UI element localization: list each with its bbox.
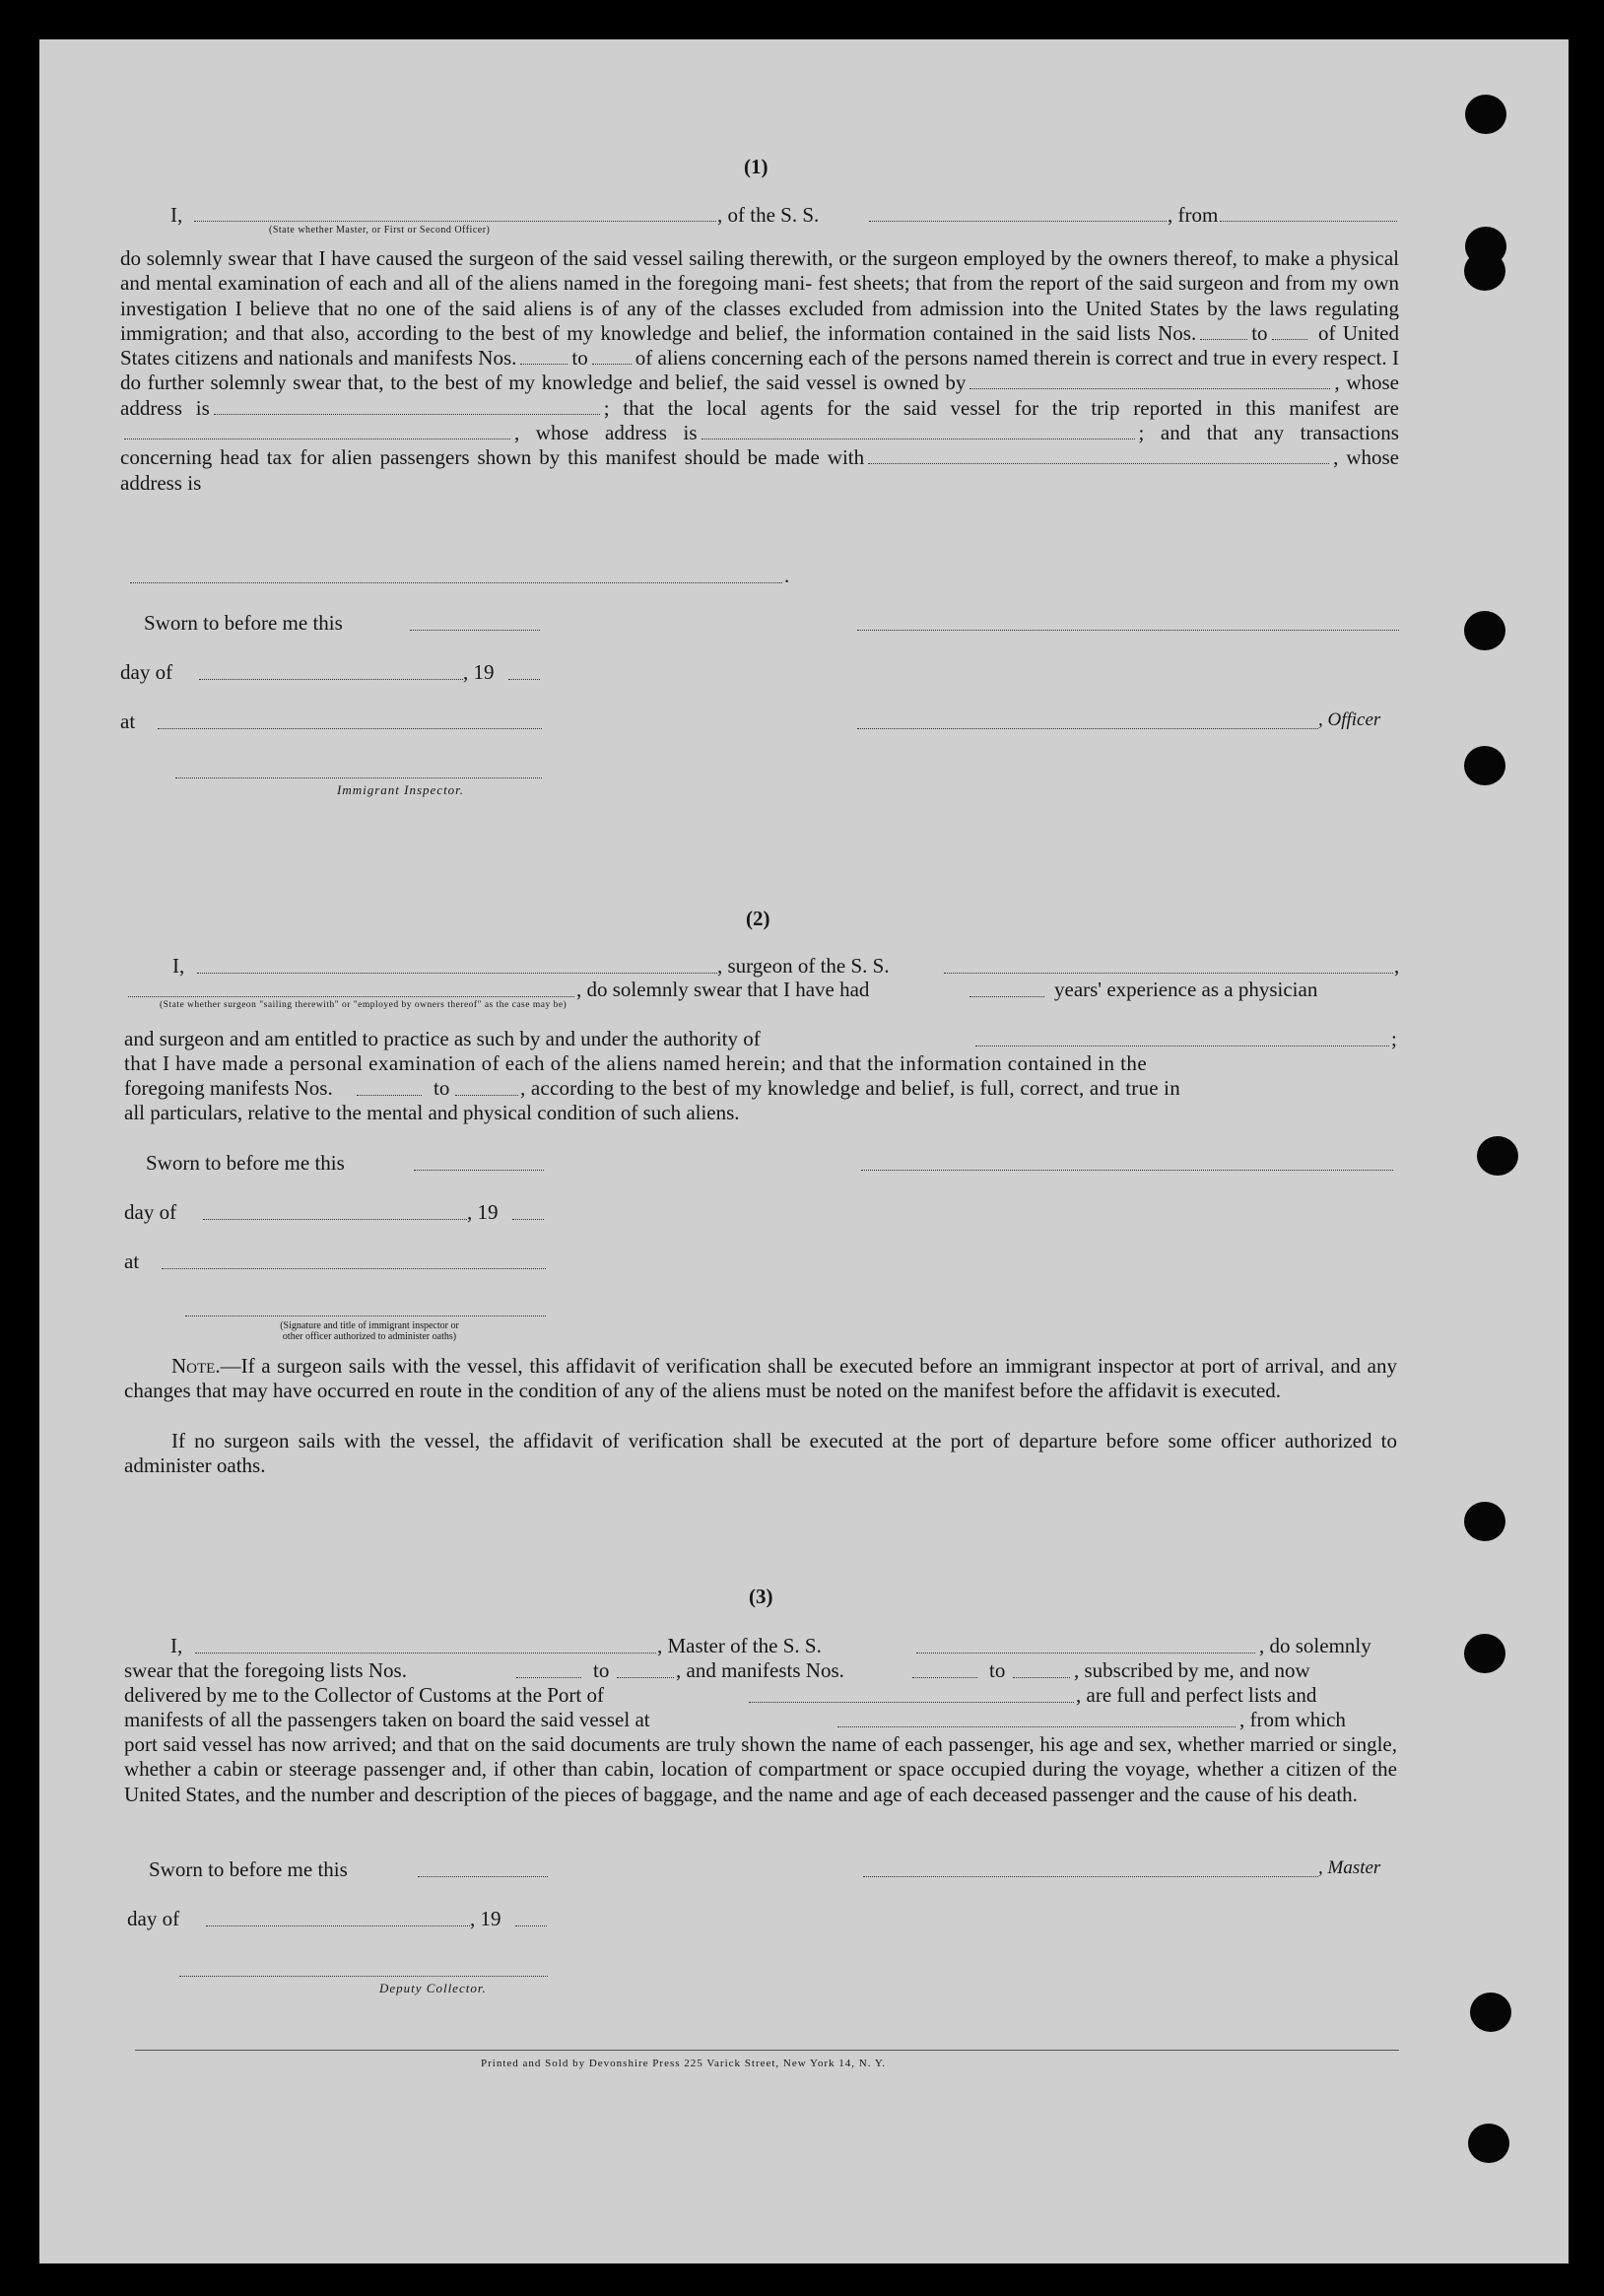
- s1-text: whose address is: [535, 421, 698, 445]
- s2-body3c: , according to the best of my knowledge and belief, is full, correct, and true in: [520, 1076, 1180, 1100]
- s2-body4: all particulars, relative to the mental and physical condition of such aliens.: [124, 1101, 740, 1124]
- punch-hole: [1465, 95, 1506, 134]
- s3-sworn-date-field[interactable]: [418, 1875, 548, 1877]
- s3-day-field[interactable]: [206, 1925, 470, 1926]
- authority-field[interactable]: [975, 1045, 1389, 1047]
- s1-text: that also, according to the best of my knowledge and belief, the information contained in the said lists Nos.: [272, 320, 1197, 345]
- surgeon-signature-field[interactable]: [861, 1169, 1393, 1171]
- s2-body3b: to: [434, 1076, 450, 1100]
- local-agents-field[interactable]: [124, 438, 510, 439]
- s3-collector-caption: Deputy Collector.: [379, 1981, 487, 1995]
- master-name-field[interactable]: [194, 220, 716, 222]
- s3-l2c: , and manifests Nos.: [676, 1658, 844, 1682]
- s1-day-field[interactable]: [199, 678, 463, 680]
- lists-to-field[interactable]: [1272, 338, 1307, 340]
- s1-of-ss: , of the S. S.: [717, 203, 820, 227]
- s3-day-of: day of: [127, 1907, 180, 1930]
- s3-manifests-from-field[interactable]: [912, 1676, 977, 1678]
- inspector-signature-field[interactable]: [175, 777, 542, 778]
- s3-l2b: to: [593, 1658, 610, 1682]
- s3-master-name-field[interactable]: [195, 1652, 656, 1654]
- s2-swear: , do solemnly swear that I have had: [576, 978, 870, 1001]
- lists-from-field[interactable]: [1200, 338, 1247, 340]
- s1-text: to: [1251, 320, 1268, 345]
- s1-text: the said vessel is owned by: [734, 371, 967, 395]
- s1-text: do solemnly swear that I have caused the surgeon of the said vessel sailing therewith, or the surgeon employed by the: [120, 246, 1103, 270]
- s2-subcaption: (State whether surgeon "sailing therewith" or "employed by owners thereof" as the case may be): [160, 1000, 568, 1010]
- section3-heading: (3): [749, 1585, 773, 1608]
- master-signature-field[interactable]: [863, 1875, 1318, 1877]
- s1-body: [120, 246, 1399, 496]
- s1-text: that the local agents for the said vessel for the trip reported in this manifest are: [623, 395, 1400, 420]
- s2-ship-field[interactable]: [944, 972, 1393, 974]
- punch-hole: [1464, 746, 1505, 785]
- s3-ship-field[interactable]: [916, 1652, 1255, 1654]
- s1-year-prefix: , 19: [463, 660, 495, 684]
- s1-text: owners thereof, to make a physical and mental examination of each and all of the aliens named in the foregoing mani-: [120, 246, 1400, 296]
- s1-from: , from: [1168, 203, 1219, 227]
- s1-at: at: [120, 709, 136, 733]
- s3-do-solemnly: , do solemnly: [1259, 1634, 1371, 1657]
- punch-hole: [1468, 2124, 1509, 2163]
- s1-text: passengers shown by this manifest should be made with: [379, 445, 865, 470]
- s2-body3a: foregoing manifests Nos.: [124, 1076, 333, 1100]
- s2-sworn: Sworn to before me this: [146, 1151, 345, 1175]
- s3-master-label: , Master: [1318, 1857, 1381, 1878]
- port-field[interactable]: [749, 1701, 1074, 1703]
- s2-sig-caption-1: (Signature and title of immigrant inspector or: [280, 1320, 459, 1331]
- s2-inspector-signature-field[interactable]: [185, 1315, 546, 1317]
- agents-address-field[interactable]: [702, 438, 1135, 439]
- s1-officer-label: , Officer: [1318, 709, 1381, 730]
- s2-sig-caption: [187, 1320, 552, 1342]
- s2-year-field[interactable]: [512, 1218, 544, 1220]
- section2-heading: (2): [746, 907, 770, 930]
- s3-l2e: , subscribed by me, and now: [1074, 1658, 1310, 1682]
- s3-rest: port said vessel has now arrived; and that on the said documents are truly shown the name of each passenger, his age and sex, whether married or single, whether a cabin or steerage passenger and, if other than cabin, location of compartment or space occupied during the voyage, whether a citizen of the United States, and the number and description of the pieces of baggage, and the name and age of each deceased passenger and the cause of his death.: [124, 1732, 1397, 1806]
- s3-l2d: to: [989, 1658, 1006, 1682]
- s3-l4a: manifests of all the passengers taken on board the said vessel at: [124, 1708, 650, 1731]
- head-tax-party-field[interactable]: [868, 462, 1329, 464]
- s1-text: ,: [514, 421, 520, 445]
- s3-master-of: , Master of the S. S.: [657, 1634, 822, 1657]
- head-tax-address-field[interactable]: [130, 581, 782, 583]
- punch-hole: [1477, 1136, 1518, 1176]
- s2-manifest-from-field[interactable]: [357, 1094, 422, 1096]
- s1-subcaption: (State whether Master, or First or Second Officer): [269, 225, 491, 236]
- punch-hole: [1464, 1502, 1505, 1541]
- s3-lists-to-field[interactable]: [617, 1676, 674, 1678]
- punch-hole: [1464, 251, 1505, 291]
- s1-sworn: Sworn to before me this: [144, 611, 343, 635]
- s1-first-line: [170, 203, 182, 228]
- s3-l3a: delivered by me to the Collector of Customs at the Port of: [124, 1683, 604, 1707]
- s1-text: ; and that any transactions concerning head tax for alien: [120, 421, 1399, 470]
- s1-text: therein is correct and true in every respect. I do further solemnly swear that, to the best of my knowledge and belief,: [120, 346, 1399, 395]
- note-paragraph: [124, 1354, 1397, 1404]
- s3-lists-from-field[interactable]: [516, 1676, 581, 1678]
- punch-hole: [1470, 1992, 1511, 2032]
- s3-manifests-to-field[interactable]: [1013, 1676, 1070, 1678]
- owner-address-field[interactable]: [214, 413, 600, 415]
- s3-l2a: swear that the foregoing lists Nos.: [124, 1658, 407, 1682]
- s1-text: ;: [603, 395, 610, 420]
- s3-year-prefix: , 19: [470, 1907, 501, 1930]
- footer-rule: [135, 2050, 1399, 2051]
- s1-text: , whose address is: [120, 371, 1399, 420]
- s3-l3b: , are full and perfect lists and: [1076, 1683, 1317, 1707]
- note-text: —If a surgeon sails with the vessel, this affidavit of verification shall be executed before an immigrant inspector at port of arrival, and any changes that may have occurred en route in the condition of any of the aliens must be noted on the manifest before the affidavit is executed.: [124, 1354, 1397, 1403]
- collector-signature-field[interactable]: [179, 1975, 548, 1977]
- s2-day-of: day of: [124, 1200, 177, 1224]
- s2-year-prefix: , 19: [467, 1200, 499, 1224]
- ship-name-field[interactable]: [869, 220, 1167, 222]
- s1-text: , whose address is: [120, 445, 1399, 495]
- s3-l4b: , from which: [1239, 1708, 1346, 1731]
- surgeon-name-field[interactable]: [197, 972, 717, 974]
- s1-inspector-caption: Immigrant Inspector.: [337, 782, 465, 797]
- s1-lead: I,: [170, 203, 183, 227]
- punch-hole: [1464, 611, 1505, 650]
- s1-day-of: day of: [120, 660, 173, 684]
- s2-at: at: [124, 1249, 140, 1273]
- s1-text: of United States citizens and nationals and manifests Nos.: [120, 320, 1400, 371]
- s2-sworn-date-field[interactable]: [414, 1169, 544, 1171]
- s3-year-field[interactable]: [515, 1925, 547, 1926]
- s2-sig-caption-2: other officer authorized to administer oaths): [282, 1331, 457, 1342]
- s1-year-field[interactable]: [508, 678, 540, 680]
- years-experience-field[interactable]: [969, 995, 1044, 997]
- s2-manifest-to-field[interactable]: [455, 1094, 518, 1096]
- surgeon-status-field[interactable]: [128, 995, 574, 997]
- form-sheet: [39, 39, 1569, 2263]
- s1-text: to: [571, 346, 588, 371]
- s1-period: .: [784, 564, 790, 587]
- punch-hole: [1464, 1634, 1505, 1673]
- s2-semi: ;: [1391, 1027, 1397, 1050]
- s1-text: fest sheets; that from the report of the said surgeon and from my own investigation I believe that no one of the said: [120, 271, 1399, 320]
- s3-sworn: Sworn to before me this: [149, 1857, 348, 1881]
- s2-at-field[interactable]: [162, 1267, 546, 1269]
- embarkation-port-field[interactable]: [837, 1725, 1236, 1727]
- manifests-from-field[interactable]: [520, 363, 568, 365]
- s2-surgeon-of: , surgeon of the S. S.: [717, 954, 890, 978]
- from-port-field[interactable]: [1220, 220, 1397, 222]
- s2-lead: I,: [172, 954, 185, 978]
- note-label: Note.: [171, 1354, 221, 1378]
- s1-text: of aliens concerning each of the persons named: [635, 346, 1029, 371]
- manifests-to-field[interactable]: [592, 363, 632, 365]
- s1-text: aliens is of any of the classes excluded from admission into the United States by the laws regulating immigration; and: [120, 296, 1400, 345]
- s2-years: years' experience as a physician: [1054, 978, 1318, 1001]
- s2-day-field[interactable]: [203, 1218, 467, 1220]
- printer-imprint: Printed and Sold by Devonshire Press 225 Varick Street, New York 14, N. Y.: [481, 2058, 887, 2069]
- owner-field[interactable]: [969, 387, 1330, 389]
- s2-comma: ,: [1394, 954, 1400, 978]
- note2-paragraph: If no surgeon sails with the vessel, the affidavit of verification shall be executed at the port of departure before some officer authorized to administer oaths.: [124, 1429, 1397, 1478]
- s3-lead: I,: [170, 1634, 183, 1657]
- s2-body2: that I have made a personal examination of each of the aliens named herein; and that the information contained in the: [124, 1051, 1148, 1075]
- s2-body1: and surgeon and am entitled to practice as such by and under the authority of: [124, 1027, 761, 1050]
- officer-signature-field[interactable]: [857, 629, 1399, 631]
- s1-at-field[interactable]: [158, 727, 542, 729]
- section1-heading: (1): [744, 155, 769, 178]
- s1-sworn-date-field[interactable]: [410, 629, 540, 631]
- officer-title-field[interactable]: [857, 727, 1318, 729]
